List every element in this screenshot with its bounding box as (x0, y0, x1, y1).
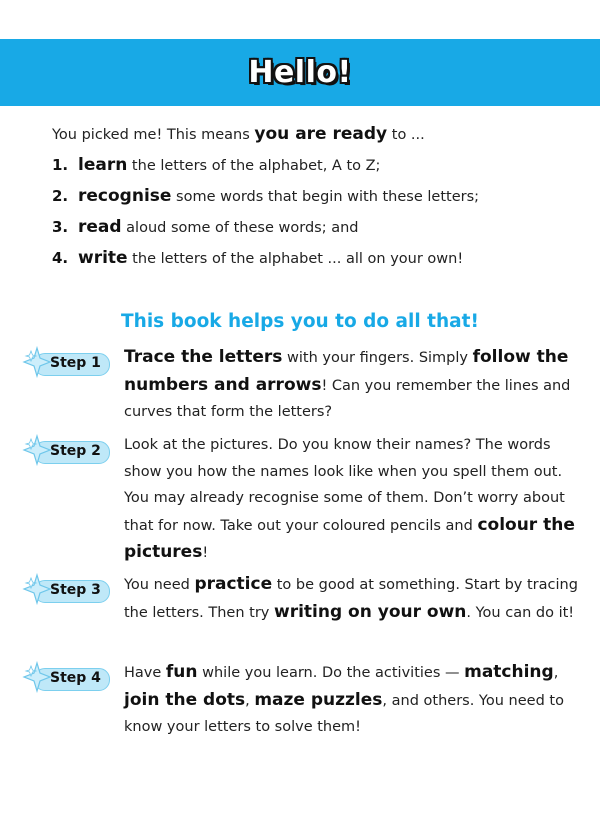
step-keyword: matching (464, 662, 554, 682)
intro-emphasis: you are ready (254, 124, 388, 144)
goal-item (52, 212, 572, 243)
goal-item (52, 243, 572, 274)
goal-text: aloud some of these words; and (121, 220, 359, 236)
step-text (124, 571, 578, 626)
step-text (124, 659, 578, 741)
step-badge (20, 665, 112, 691)
intro-text (52, 124, 425, 144)
step-badge (20, 577, 112, 603)
step-keyword: fun (165, 662, 198, 682)
step-label: Step 3 (50, 582, 101, 598)
step-text-part: ! (202, 545, 209, 561)
sparkle-star-icon (22, 573, 52, 605)
page-title: Hello! (248, 55, 352, 90)
step-text-part: while you learn. Do the activities — (197, 665, 465, 681)
step-keyword: practice (194, 574, 273, 594)
step-keyword: writing on your own (273, 601, 467, 622)
step-keyword: follow the numbers and arrows (124, 347, 569, 395)
goal-number: 2. (52, 187, 69, 205)
goal-keyword: read (78, 217, 122, 237)
goals-list (52, 150, 572, 274)
step-text-part: , (553, 665, 559, 681)
step-label: Step 1 (50, 355, 101, 371)
step-text-part: to be good at something. Start by tracing the letters. Then try (124, 577, 578, 621)
step-text-part: You need (124, 577, 195, 593)
title-banner (0, 39, 600, 106)
intro-text-after: to ... (387, 127, 425, 143)
step-badge (20, 350, 112, 376)
step-text-part: , and others. You need to know your letters to solve them! (124, 692, 564, 735)
step-text-part: ! Can you remember the lines and curves that form the letters? (124, 377, 571, 420)
sparkle-star-icon (22, 434, 52, 466)
goal-text: the letters of the alphabet, A to Z; (127, 158, 381, 174)
step-text (124, 344, 578, 426)
step-keyword: join the dots (124, 689, 246, 710)
step-text-part: Look at the pictures. Do you know their names? The words show you how the names look like when you spell them out. You may already recognise some of them. Don’t worry about that for now. Take out your coloured pencils and (124, 437, 565, 534)
step-text-part: Have (124, 665, 166, 681)
intro-text-before: You picked me! This means (52, 127, 255, 143)
goal-number: 1. (52, 156, 69, 174)
goal-text: the letters of the alphabet ... all on your own! (127, 251, 464, 267)
goal-number: 4. (52, 249, 69, 267)
step-text-part: with your fingers. Simply (282, 350, 473, 366)
sparkle-star-icon (22, 661, 52, 693)
goal-keyword: write (78, 248, 128, 268)
step-keyword: Trace the letters (124, 347, 283, 367)
step-keyword: colour the pictures (124, 514, 575, 562)
goal-keyword: learn (78, 155, 128, 175)
step-label: Step 2 (50, 443, 101, 459)
goal-text: some words that begin with these letters; (171, 189, 480, 205)
step-text-part: , (245, 692, 255, 709)
goal-item (52, 181, 572, 212)
goal-number: 3. (52, 218, 69, 236)
step-text-part: . You can do it! (466, 604, 575, 621)
goal-item (52, 150, 572, 181)
step-label: Step 4 (50, 670, 101, 686)
step-badge (20, 438, 112, 464)
sparkle-star-icon (22, 346, 52, 378)
goal-keyword: recognise (78, 186, 172, 206)
step-keyword: maze puzzles (254, 689, 383, 710)
step-text (124, 432, 578, 567)
section-subheading: This book helps you to do all that! (121, 311, 479, 332)
